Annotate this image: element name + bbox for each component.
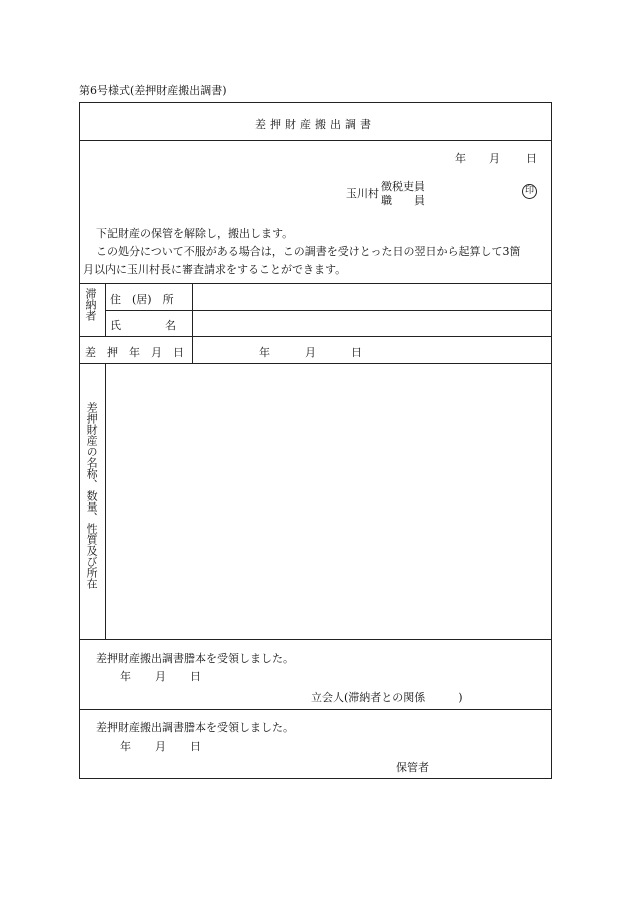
notice-line-2: この処分について不服がある場合は，この調書を受けとった日の翌日から起算して3箇: [96, 245, 521, 258]
witness-label: 立会人(滞納者との関係 ): [311, 691, 463, 704]
notice-line-3: 月以内に玉川村長に審査請求をすることができます。: [83, 263, 347, 276]
receipt-2-day: 日: [190, 740, 201, 753]
address-label: 住 (居) 所: [110, 293, 174, 306]
name-label: 氏 名: [110, 319, 176, 332]
form-number: 第6号様式(差押財産搬出調書): [79, 84, 227, 97]
name-field[interactable]: [195, 312, 549, 334]
seal-mark: 印: [522, 184, 537, 199]
seizure-day: 日: [351, 346, 362, 359]
seizure-month: 月: [305, 346, 316, 359]
receipt-2-year: 年: [120, 740, 131, 753]
seizure-date-label: 差 押 年 月 日: [85, 346, 184, 359]
issuer-village: 玉川村: [346, 187, 379, 200]
issuer-role-2: 職 員: [381, 194, 425, 207]
receipt-1-text: 差押財産搬出調書謄本を受領しました。: [96, 652, 294, 665]
receipt-2-month: 月: [155, 740, 166, 753]
issuer-role-1: 徴税吏員: [381, 180, 425, 193]
receipt-1-month: 月: [155, 670, 166, 683]
receipt-1-year: 年: [120, 670, 131, 683]
notice-line-1: 下記財産の保管を解除し，搬出します。: [96, 227, 294, 240]
property-field[interactable]: [108, 366, 549, 637]
property-label: 差押財産の名称、数量、性質及び所在: [85, 402, 99, 589]
seizure-year: 年: [259, 346, 270, 359]
date-day: 日: [526, 152, 537, 165]
receipt-2-text: 差押財産搬出調書謄本を受領しました。: [96, 721, 294, 734]
date-month: 月: [489, 152, 500, 165]
form-title: 差押財産搬出調書: [255, 118, 375, 131]
date-year: 年: [455, 152, 466, 165]
custodian-label: 保管者: [396, 761, 429, 774]
address-field[interactable]: [195, 286, 549, 308]
taxpayer-label: 滞納者: [84, 288, 97, 321]
receipt-1-day: 日: [190, 670, 201, 683]
